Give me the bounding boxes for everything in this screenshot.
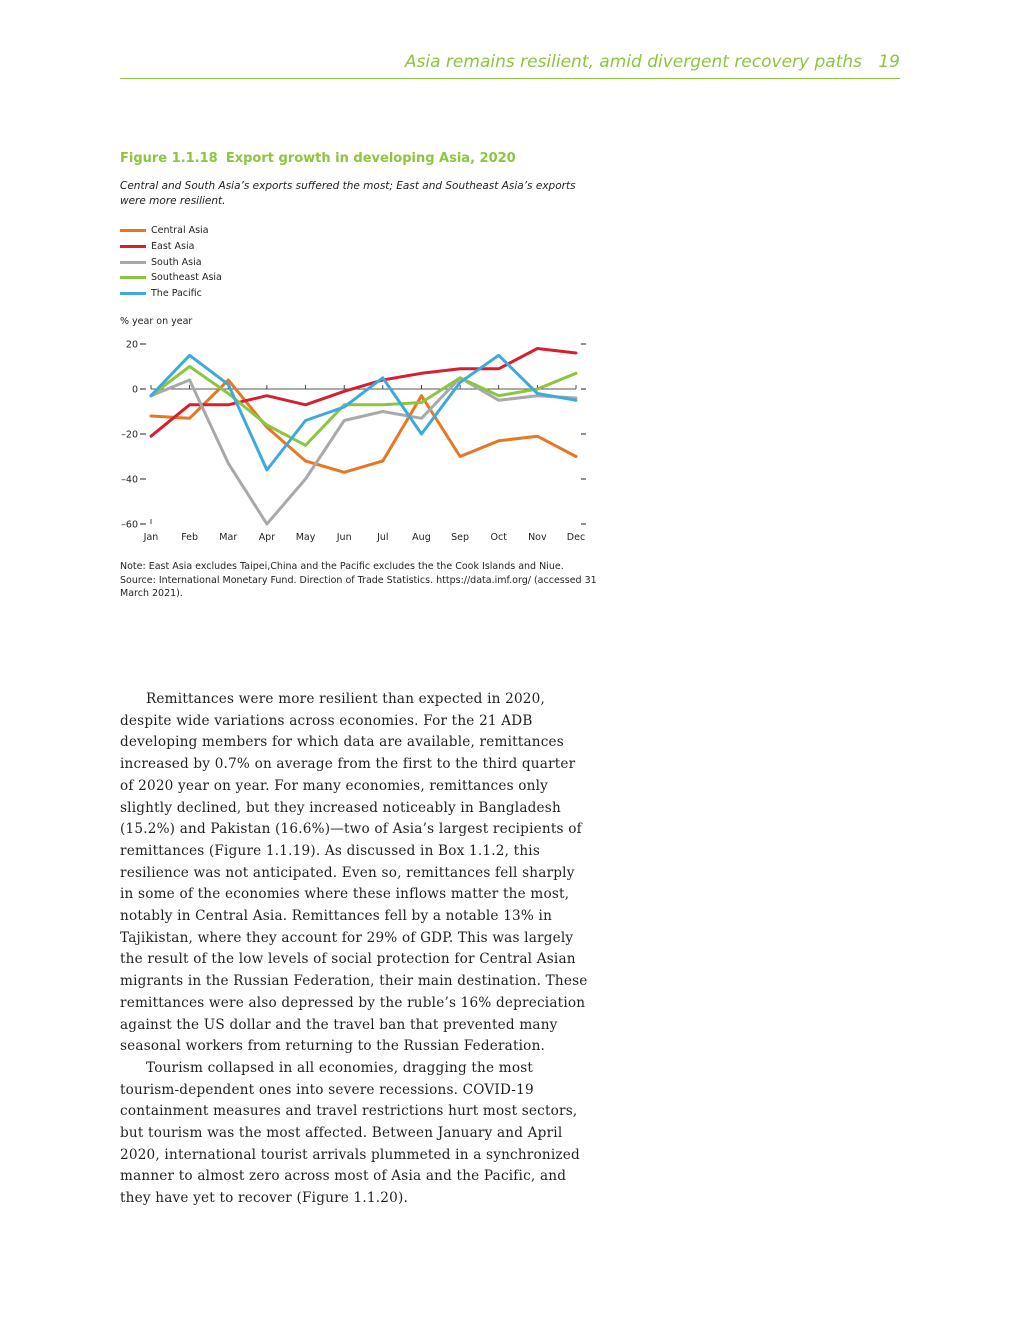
y-tick-label: –40 — [121, 474, 138, 486]
legend-swatch — [120, 229, 146, 232]
x-tick-label: Nov — [528, 532, 547, 543]
legend-swatch — [120, 276, 146, 279]
figure-subtitle: Central and South Asia’s exports suffered the most; East and Southeast Asia’s exports were more resilient. — [120, 180, 576, 207]
chart-legend — [120, 223, 222, 301]
x-tick-label: Sep — [451, 532, 470, 543]
x-tick-label: Jun — [336, 532, 352, 543]
paragraph-tourism: Tourism collapsed in all economies, dragging the most tourism-dependent ones into severe recessions. COVID-19 containment measures and travel restrictions hurt most sectors, but tourism was the most affected. Between January and April 2020, international tourist arrivals plummeted in a synchronized manner to almost zero across most of Asia and the Pacific, and they have yet to recover (Figure 1.1.20). — [120, 1059, 580, 1207]
x-tick-label: Dec — [566, 532, 586, 543]
x-tick-label: Jan — [143, 532, 159, 543]
series-line-south-asia — [151, 378, 576, 524]
x-tick-label: Mar — [219, 532, 238, 543]
y-tick-label: 20 — [125, 339, 138, 351]
figure-number: Figure 1.1.18 — [120, 151, 218, 166]
y-tick-label: –20 — [121, 429, 138, 441]
legend-item — [120, 254, 222, 270]
legend-label: East Asia — [151, 241, 195, 253]
figure-heading — [120, 151, 516, 166]
legend-label: Central Asia — [151, 225, 209, 237]
export-growth-chart — [118, 332, 593, 547]
figure-note-block — [120, 560, 600, 601]
legend-item — [120, 239, 222, 255]
legend-label: South Asia — [151, 256, 202, 268]
paragraph-remittances: Remittances were more resilient than expected in 2020, despite wide variations across economies. For the 21 ADB developing members for which data are available, remittances increased by 0.7% on average from the first to the third quarter of 2020 year on year. For many economies, remittances only slightly declined, but they increased noticeably in Bangladesh (15.2%) and Pakistan (16.6%)—two of Asia’s largest recipients of remittances (Figure 1.1.19). As discussed in Box 1.1.2, this resilience was not anticipated. Even so, remittances fell sharply in some of the economies where these inflows matter the most, notably in Central Asia. Remittances fell by a notable 13% in Tajikistan, where they account for 29% of GDP. This was largely the result of the low levels of social protection for Central Asian migrants in the Russian Federation, their main destination. These remittances were also depressed by the ruble’s 16% depreciation against the US dollar and the travel ban that prevented many seasonal workers from returning to the Russian Federation. — [120, 691, 588, 1055]
legend-item — [120, 286, 222, 302]
legend-swatch — [120, 292, 146, 295]
legend-item — [120, 223, 222, 239]
y-tick-label: –60 — [121, 519, 138, 531]
running-header — [120, 52, 900, 79]
legend-swatch — [120, 261, 146, 264]
body-text — [120, 689, 590, 1210]
x-tick-label: Apr — [258, 532, 276, 543]
x-tick-label: May — [295, 532, 316, 543]
x-tick-label: Oct — [490, 532, 507, 543]
x-tick-label: Feb — [181, 532, 199, 543]
legend-label: The Pacific — [151, 288, 202, 300]
figure-note: Note: East Asia excludes Taipei,China and the Pacific excludes the the Cook Islands and Niue. — [120, 561, 564, 572]
x-tick-label: Aug — [412, 532, 431, 543]
y-axis-title: % year on year — [120, 316, 193, 327]
running-title: Asia remains resilient, amid divergent recovery paths — [404, 52, 862, 72]
x-tick-label: Jul — [377, 532, 389, 543]
page-number: 19 — [878, 52, 900, 72]
legend-item — [120, 270, 222, 286]
figure-source: Source: International Monetary Fund. Direction of Trade Statistics. https://data.imf.org/ (accessed 31 March 2021). — [120, 574, 597, 599]
legend-label: Southeast Asia — [151, 272, 222, 284]
legend-swatch — [120, 245, 146, 248]
series-line-the-pacific — [151, 355, 576, 470]
y-tick-label: 0 — [131, 384, 138, 396]
figure-title: Export growth in developing Asia, 2020 — [225, 151, 516, 166]
